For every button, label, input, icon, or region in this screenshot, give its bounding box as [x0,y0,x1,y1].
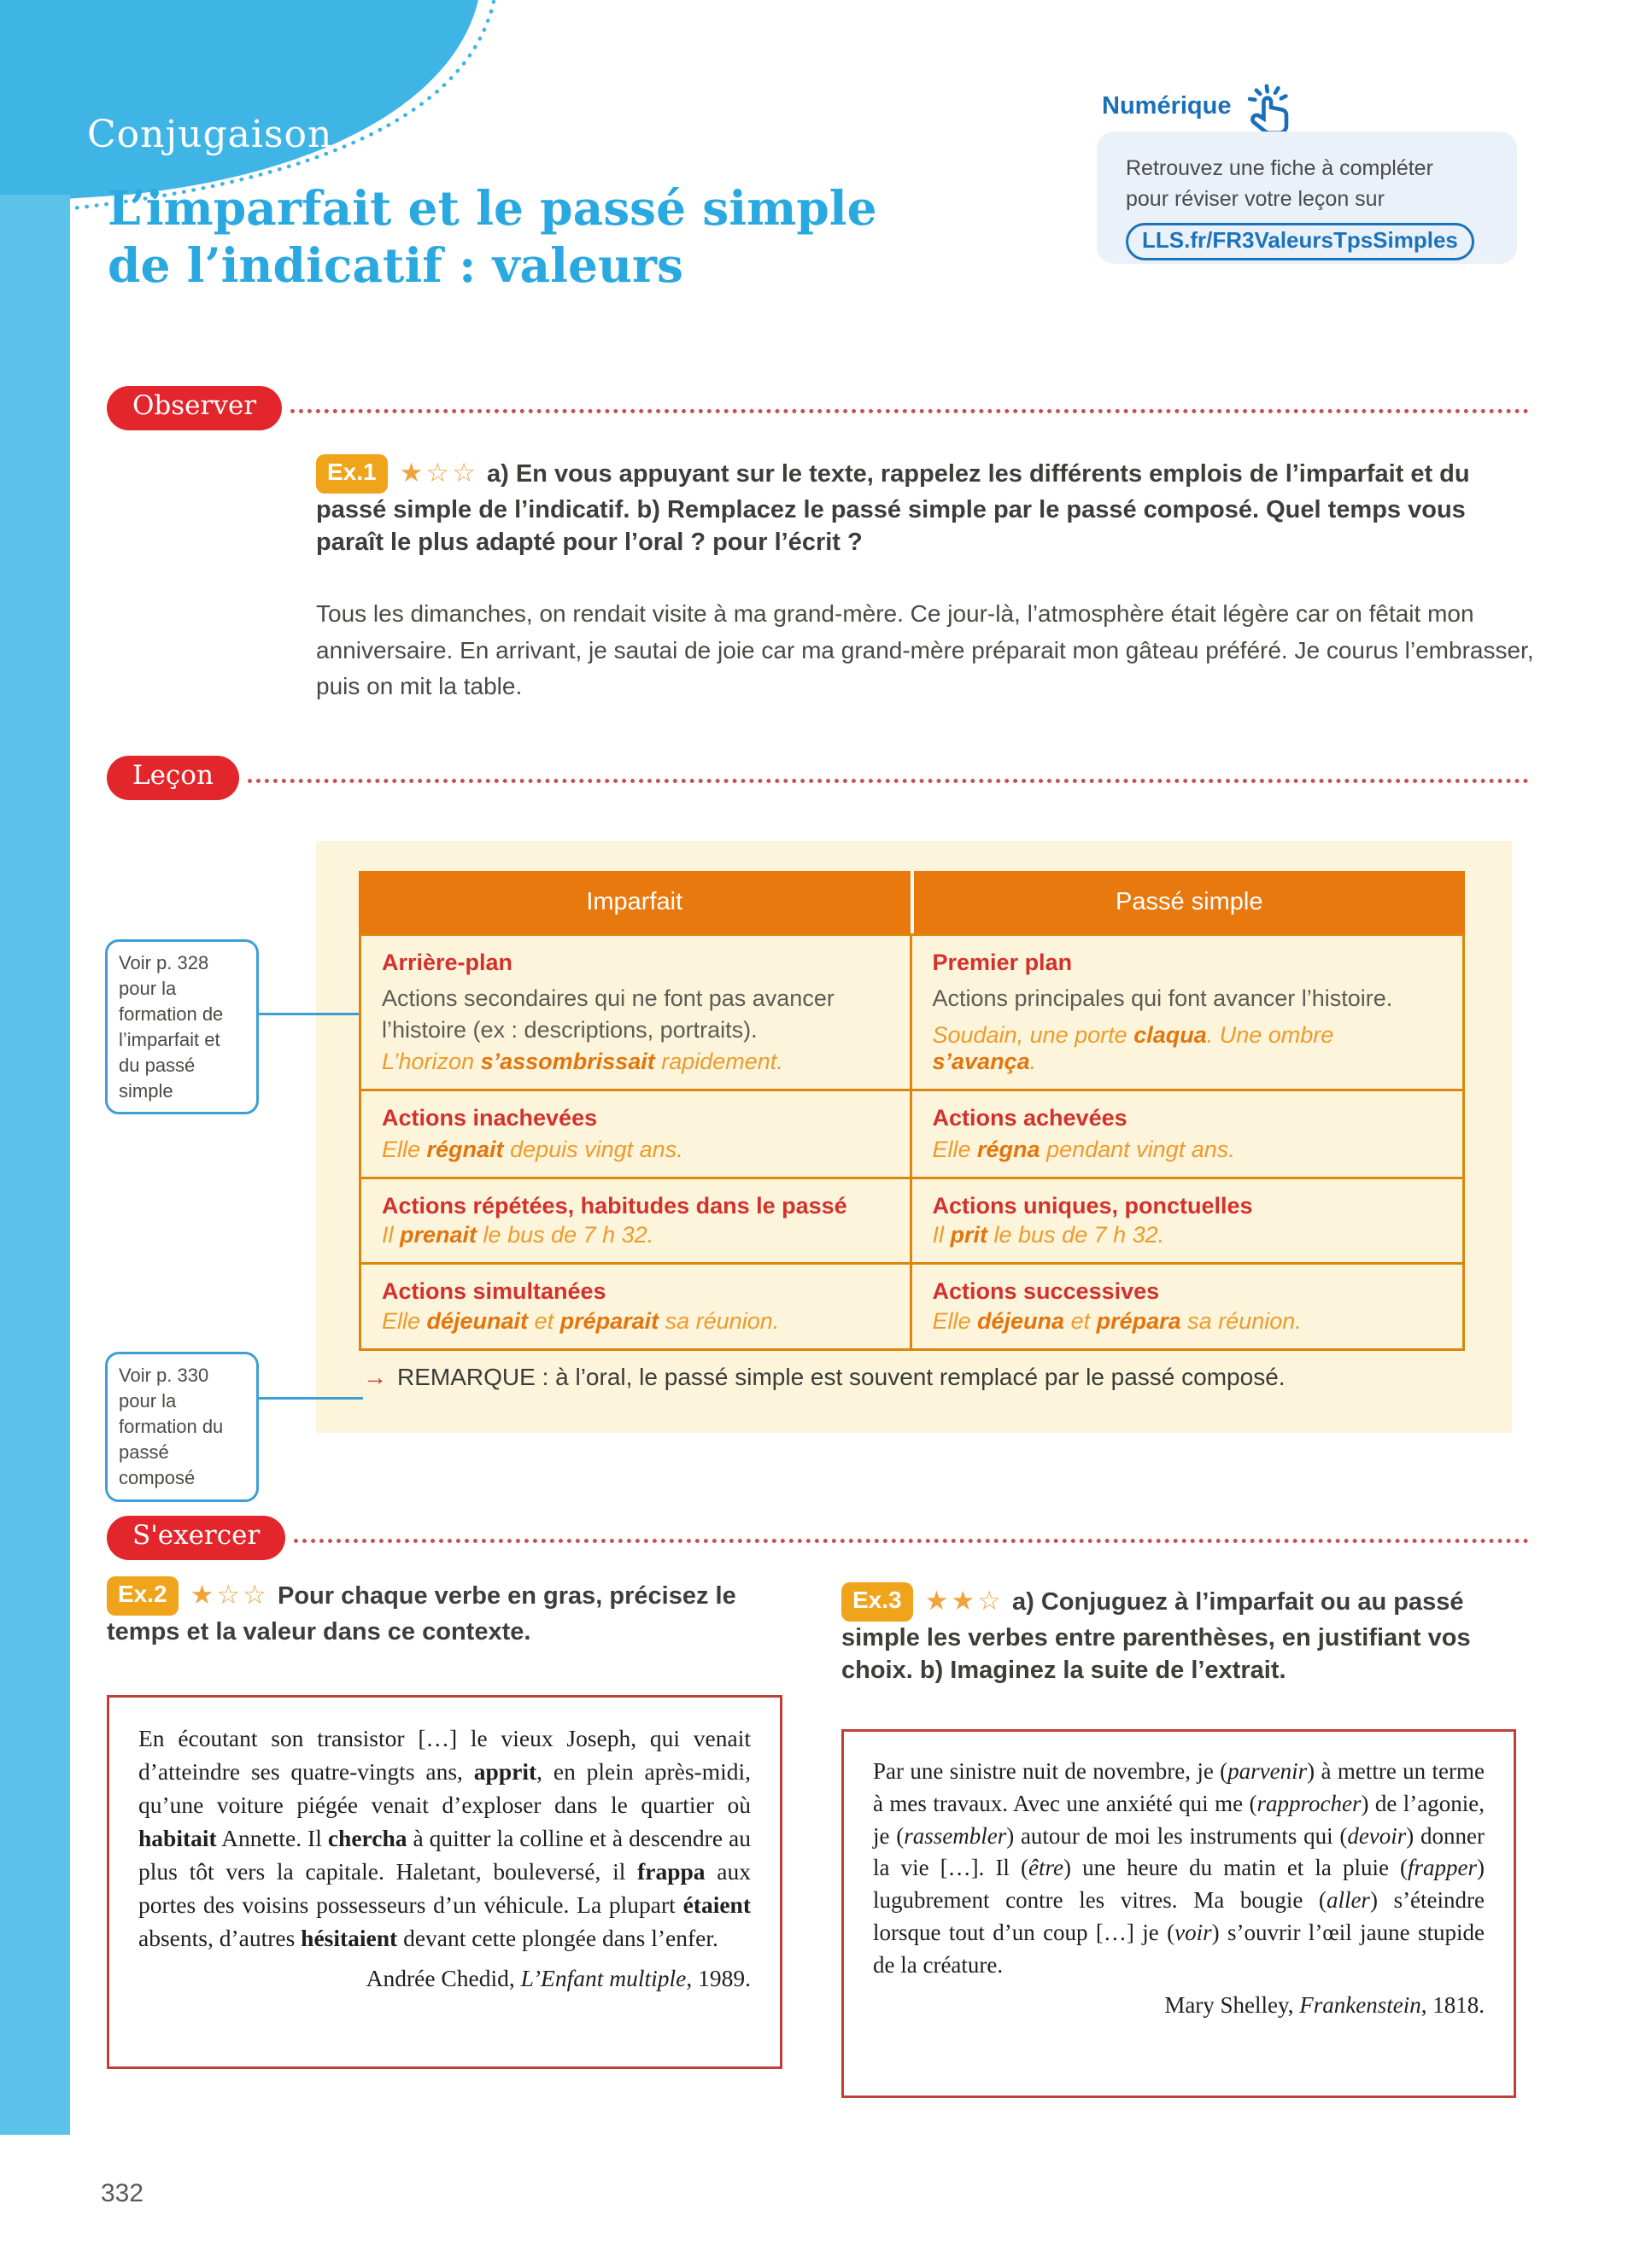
ex1-statement-text: a) En vous appuyant sur le texte, rappelez les différents emplois de l’imparfait et du passé simple de l’indicatif. b) Remplacez le passé simple par le passé composé. Quel temps vous paraît le plus adapté pour l’oral ? pour l’écrit ? [316,460,1470,557]
cell-example: Il prit le bus de 7 h 32. [932,1222,1165,1248]
table-row [361,1089,1462,1177]
table-row [361,1177,1462,1262]
page-edge-strip [0,195,70,2135]
page-number: 332 [101,2179,144,2207]
note-connector [256,1397,363,1400]
ex2-statement-text: Pour chaque verbe en gras, précisez le temps et la valeur dans ce contexte. [107,1582,736,1645]
observer-example-paragraph: Tous les dimanches, on rendait visite à ma grand-mère. Ce jour-là, l’atmosphère était légère car on fêtait mon anniversaire. En arrivant, je sautai de joie car ma grand-mère préparait mon gâteau préféré. Je courus l’embrasser, puis on mit la table. [316,600,1534,700]
lecon-panel [316,841,1512,1433]
ex3-excerpt-box [841,1729,1516,2098]
ex3-statement [841,1582,1532,1686]
table-cell-imparfait [361,1265,912,1348]
page-title-line1: L’imparfait et le passé simple [108,180,877,236]
ex2-excerpt-text: En écoutant son transistor […] le vieux Joseph, qui venait d’atteindre ses quatre-vingts ans, apprit, en plein après-midi, qu’une voiture piégée venait d’exploser dans le quartier où habitait Annette. Il chercha à quitter la colline et à descendre au plus tôt vers la capitale. Haletant, bouleversé, il frappa aux portes des voisins possesseurs d’un véhicule. La plupart étaient absents, d’autres hésitaient devant cette plongée dans l’enfer. [138,1725,751,1952]
table-cell-imparfait [361,1091,912,1177]
page-title-line2: de l’indicatif : valeurs [108,237,683,294]
cell-heading: Actions uniques, ponctuelles [932,1193,1253,1219]
numerique-label: Numérique [1102,92,1232,120]
table-cell-passe-simple [912,1179,1463,1262]
section-pill-lecon: Leçon [107,756,239,800]
cell-example: Elle déjeuna et prépara sa réunion. [932,1308,1302,1334]
table-cell-imparfait [361,936,912,1089]
cell-example: Elle régnait depuis vingt ans. [382,1137,683,1162]
table-header-imparfait: Imparfait [359,871,911,933]
remark-arrow-icon: → [363,1364,387,1390]
ex2-statement [107,1576,816,1648]
section-pill-observer: Observer [107,386,282,430]
values-table [359,871,1465,1351]
table-cell-imparfait [361,1179,912,1262]
table-cell-passe-simple [912,1265,1463,1348]
table-cell-passe-simple [912,936,1463,1089]
ex2-difficulty-stars: ★☆☆ [190,1580,269,1610]
numerique-text-line2: pour réviser votre leçon sur [1126,186,1385,211]
observer-section-header [107,386,1529,430]
ex3-statement-text: a) Conjuguez à l’imparfait ou au passé simple les verbes entre parenthèses, en justifiant vos choix. b) Imaginez la suite de l’extrait. [841,1588,1471,1685]
note-p328: Voir p. 328 pour la formation de l’imparfait et du passé simple [105,939,259,1114]
numerique-box [1097,132,1517,264]
cell-body: Actions principales qui font avancer l’histoire. [932,985,1393,1011]
cell-heading: Premier plan [932,950,1073,975]
cell-example: Soudain, une porte claqua. Une ombre s’avança. [932,1022,1334,1074]
table-row [361,1262,1462,1348]
remark-line [363,1364,1286,1391]
cell-heading: Actions achevées [932,1105,1128,1131]
table-row [361,936,1462,1089]
ex3-badge: Ex.3 [841,1582,913,1622]
ex1-statement [316,454,1532,558]
sexercer-section-header [107,1516,1529,1560]
ex2-badge: Ex.2 [107,1576,179,1616]
values-table-header [359,871,1465,933]
note-connector [256,1013,359,1015]
ex3-excerpt-attribution: Mary Shelley, Frankenstein, 1818. [1164,1991,1485,2018]
table-header-passe-simple: Passé simple [914,871,1466,933]
cell-heading: Actions répétées, habitudes dans le passé [382,1193,847,1219]
page-title [108,179,1047,294]
section-pill-sexercer: S'exercer [107,1516,285,1560]
cell-example: Il prenait le bus de 7 h 32. [382,1222,654,1248]
cell-heading: Arrière-plan [382,950,513,975]
values-table-body [359,933,1465,1351]
cell-example: L’horizon s’assombrissait rapidement. [382,1049,783,1074]
dotted-divider [248,779,1529,783]
lls-link-button[interactable]: LLS.fr/FR3ValeursTpsSimples [1126,223,1474,260]
ex2-excerpt-attribution: Andrée Chedid, L’Enfant multiple, 1989. [366,1965,751,1992]
cell-heading: Actions simultanées [382,1278,606,1304]
category-label: Conjugaison [87,113,333,156]
cell-heading: Actions successives [932,1278,1160,1304]
note-p330: Voir p. 330 pour la formation du passé composé [105,1352,259,1502]
ex2-excerpt-box [107,1695,782,2069]
cell-heading: Actions inachevées [382,1105,598,1131]
ex3-difficulty-stars: ★★☆ [924,1586,1004,1616]
ex1-badge: Ex.1 [316,454,388,494]
cell-body: Actions secondaires qui ne font pas avancer l’histoire (ex : descriptions, portraits). [382,985,835,1043]
cell-example: Elle déjeunait et préparait sa réunion. [382,1308,780,1334]
lecon-section-header [107,756,1529,800]
dotted-divider [294,1539,1529,1543]
cell-example: Elle régna pendant vingt ans. [932,1137,1235,1162]
dotted-divider [290,409,1529,413]
table-cell-passe-simple [912,1091,1463,1177]
ex3-excerpt-text: Par une sinistre nuit de novembre, je (parvenir) à mettre un terme à mes travaux. Avec une anxiété qui me (rapprocher) de l’agonie, je (rassembler) autour de moi les instruments qui (devoir) donner la vie […]. Il (être) une heure du matin et la pluie (frapper) lugubrement contre les vitres. Ma bougie (aller) s’éteindre lorsque tout d’un coup […] je (voir) s’ouvrir l’œil jaune stupide de la créature. [873,1758,1485,1978]
remark-text: REMARQUE : à l’oral, le passé simple est souvent remplacé par le passé composé. [397,1364,1286,1390]
ex1-difficulty-stars: ★☆☆ [399,458,478,488]
numerique-text-line1: Retrouvez une fiche à compléter [1126,156,1433,180]
